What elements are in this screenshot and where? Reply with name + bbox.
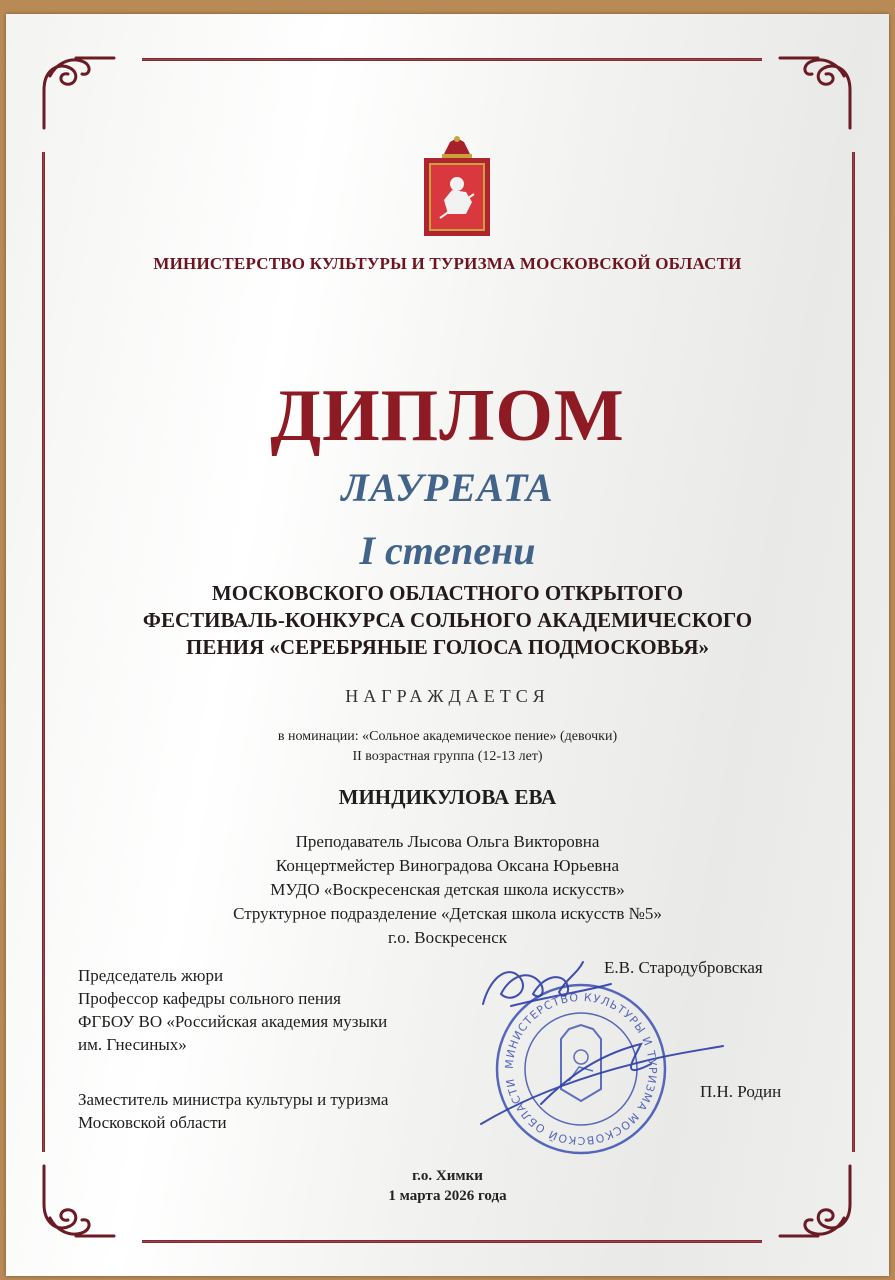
degree-subtitle: I степени	[359, 528, 536, 573]
signature-strokes	[471, 954, 741, 1134]
deputy-minister-title	[78, 1088, 388, 1134]
jury-chair-name: Е.В. Стародубровская	[604, 958, 763, 977]
accompanist: Концертмейстер Виноградова Оксана Юрьевна	[275, 856, 620, 875]
ministry-header: МИНИСТЕРСТВО КУЛЬТУРЫ И ТУРИЗМА МОСКОВСКОЙ ОБЛАСТИ	[153, 254, 742, 273]
jury-chair-line-3: ФГБОУ ВО «Российская академия музыки	[78, 1012, 388, 1031]
frame-top-line	[142, 58, 762, 61]
school: МУДО «Воскресенская детская школа искусств»	[270, 880, 625, 899]
festival-line-1: МОСКОВСКОГО ОБЛАСТНОГО ОТКРЫТОГО	[211, 581, 684, 605]
jury-chair-line-4: им. Гнесиных»	[78, 1035, 187, 1054]
division: Структурное подразделение «Детская школа искусств №5»	[233, 904, 662, 923]
festival-line-3: ПЕНИЯ «СЕРЕБРЯНЫЕ ГОЛОСА ПОДМОСКОВЬЯ»	[185, 635, 709, 659]
frame-bottom-line	[142, 1240, 762, 1243]
place: г.о. Химки	[412, 1168, 483, 1184]
corner-ornament-top-left-icon	[36, 50, 116, 130]
date: 1 марта 2026 года	[388, 1188, 507, 1204]
deputy-minister-line-1: Заместитель министра культуры и туризма	[78, 1090, 389, 1109]
place-and-date	[6, 1166, 889, 1206]
festival-line-2: ФЕСТИВАЛЬ-КОНКУРСА СОЛЬНОГО АКАДЕМИЧЕСКОГО	[142, 608, 753, 632]
corner-ornament-top-right-icon	[778, 50, 858, 130]
moscow-oblast-coat-of-arms-icon	[422, 134, 492, 238]
teacher: Преподаватель Лысова Ольга Викторовна	[295, 832, 600, 851]
nomination-line-1: в номинации: «Сольное академическое пение» (девочки)	[277, 729, 618, 744]
stamp-text: МИНИСТЕРСТВО КУЛЬТУРЫ И ТУРИЗМА МОСКОВСКОЙ ОБЛАСТИ	[502, 990, 660, 1148]
recipient-name: МИНДИКУЛОВА ЕВА	[338, 785, 557, 809]
awarded-label: НАГРАЖДАЕТСЯ	[345, 686, 550, 706]
nomination-line-2: II возрастная группа (12-13 лет)	[352, 749, 543, 764]
festival-name	[6, 580, 889, 661]
city: г.о. Воскресенск	[387, 928, 508, 947]
diploma-title: ДИПЛОМ	[270, 375, 625, 457]
jury-chair-title	[78, 964, 387, 1056]
recipient-details	[6, 830, 889, 950]
deputy-minister-line-2: Московской области	[78, 1113, 227, 1132]
jury-chair-line-2: Профессор кафедры сольного пения	[78, 989, 341, 1008]
nomination	[6, 727, 889, 767]
deputy-minister-name: П.Н. Родин	[700, 1082, 782, 1101]
laureate-subtitle: ЛАУРЕАТА	[341, 465, 554, 510]
jury-chair-line-1: Председатель жюри	[78, 966, 224, 985]
diploma-sheet	[6, 14, 889, 1276]
